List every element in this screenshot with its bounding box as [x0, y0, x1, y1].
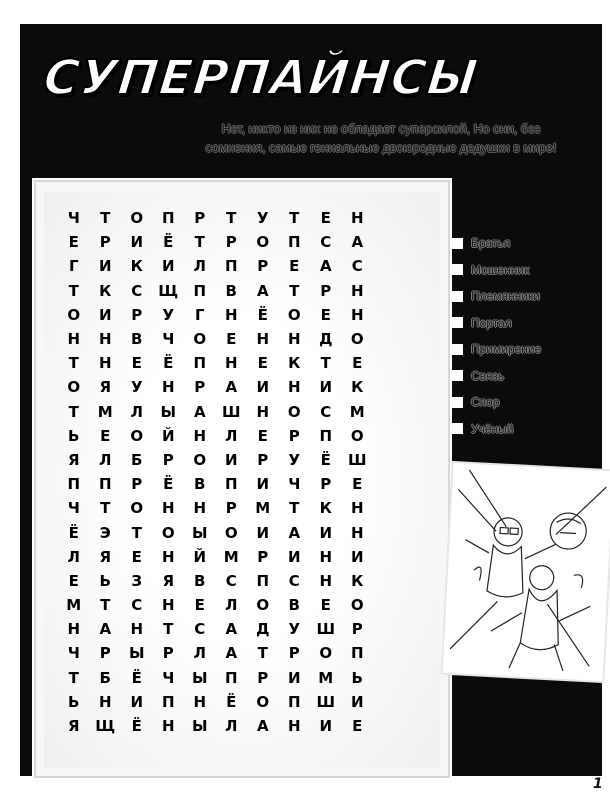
grid-letter[interactable]: М — [223, 547, 239, 566]
grid-letter[interactable]: О — [350, 426, 364, 445]
grid-letter[interactable]: Ё — [163, 233, 174, 252]
grid-letter[interactable]: Т — [100, 209, 111, 228]
grid-letter[interactable]: Ь — [68, 426, 80, 445]
grid-letter[interactable]: А — [319, 257, 332, 276]
grid-letter[interactable]: П — [224, 668, 238, 687]
word-checkbox[interactable] — [452, 397, 463, 408]
grid-letter[interactable]: Щ — [95, 717, 116, 736]
grid-row — [58, 617, 373, 641]
grid-letter[interactable]: Т — [289, 281, 300, 300]
grid-letter[interactable]: П — [161, 209, 175, 228]
grid-letter[interactable]: Ч — [162, 668, 175, 687]
grid-letter[interactable]: И — [130, 233, 144, 252]
word-label: Портал — [471, 315, 512, 330]
grid-letter[interactable]: С — [194, 620, 206, 639]
grid-letter[interactable]: Н — [98, 330, 112, 349]
word-checkbox[interactable] — [452, 423, 463, 434]
grid-letter[interactable]: О — [287, 402, 301, 421]
grid-letter[interactable]: Д — [256, 620, 270, 639]
grid-letter[interactable]: Н — [224, 305, 238, 324]
grid-letter[interactable]: П — [319, 426, 333, 445]
grid-letter[interactable]: Т — [320, 354, 331, 373]
grid-letter[interactable]: Л — [67, 547, 80, 566]
grid-letter[interactable]: Т — [68, 354, 79, 373]
word-checkbox[interactable] — [452, 344, 463, 355]
grid-letter[interactable]: О — [130, 426, 144, 445]
grid-letter[interactable]: Н — [161, 596, 175, 615]
grid-letter[interactable]: Е — [226, 330, 237, 349]
grid-letter[interactable]: Е — [68, 233, 79, 252]
grid-letter[interactable]: П — [256, 571, 270, 590]
word-label: Примирение — [471, 342, 542, 357]
page-background — [20, 24, 603, 792]
grid-letter[interactable]: О — [350, 330, 364, 349]
page-number: 1 — [593, 776, 603, 792]
grid-letter[interactable]: Н — [130, 620, 144, 639]
grid-letter[interactable]: З — [131, 571, 143, 590]
grid-letter[interactable]: Ч — [67, 209, 80, 228]
grid-letter[interactable]: М — [97, 402, 113, 421]
grid-letter[interactable]: О — [67, 378, 81, 397]
grid-letter[interactable]: Ы — [191, 668, 208, 687]
grid-letter[interactable]: П — [193, 354, 207, 373]
word-list-item — [452, 336, 610, 363]
grid-letter[interactable]: К — [99, 281, 112, 300]
grid-letter[interactable]: У — [288, 620, 301, 639]
grid-letter[interactable]: И — [350, 547, 364, 566]
grid-letter[interactable]: Н — [319, 547, 333, 566]
grid-letter[interactable]: Е — [320, 596, 331, 615]
grid-letter[interactable]: И — [319, 523, 333, 542]
grid-letter[interactable]: Е — [257, 354, 268, 373]
illustration-frame — [443, 463, 610, 681]
grid-letter[interactable]: Н — [161, 499, 175, 518]
grid-letter[interactable]: Т — [100, 596, 111, 615]
grid-row — [58, 206, 373, 230]
grid-letter[interactable]: Т — [68, 402, 79, 421]
grid-letter[interactable]: А — [225, 644, 238, 663]
grid-letter[interactable]: Л — [130, 402, 143, 421]
grid-letter[interactable]: И — [161, 257, 175, 276]
grid-letter[interactable]: Р — [162, 450, 174, 469]
grid-letter[interactable]: Ь — [351, 668, 363, 687]
grid-letter[interactable]: Р — [194, 209, 206, 228]
grid-letter[interactable]: У — [256, 209, 269, 228]
grid-letter[interactable]: Ч — [162, 330, 175, 349]
grid-letter[interactable]: Р — [131, 305, 143, 324]
grid-letter[interactable]: Ё — [131, 717, 142, 736]
grid-letter[interactable]: М — [255, 499, 271, 518]
word-checkbox[interactable] — [452, 370, 463, 381]
grid-letter[interactable]: Ё — [320, 450, 331, 469]
grid-letter[interactable]: Н — [350, 523, 364, 542]
grid-letter[interactable]: Н — [350, 305, 364, 324]
grid-letter[interactable]: Р — [257, 668, 269, 687]
grid-letter[interactable]: Р — [99, 644, 111, 663]
grid-letter[interactable]: П — [98, 475, 112, 494]
grid-letter[interactable]: О — [350, 596, 364, 615]
grid-letter[interactable]: Д — [319, 330, 333, 349]
grid-letter[interactable]: Р — [288, 426, 300, 445]
grid-letter[interactable]: В — [225, 281, 237, 300]
word-label: Братья — [471, 236, 511, 251]
grid-letter[interactable]: П — [287, 692, 301, 711]
grid-row — [58, 448, 373, 472]
grid-letter[interactable]: Я — [67, 450, 80, 469]
grid-letter[interactable]: Е — [131, 547, 142, 566]
grid-letter[interactable]: П — [67, 475, 81, 494]
grid-letter[interactable]: И — [319, 378, 333, 397]
grid-letter[interactable]: Е — [68, 571, 79, 590]
grid-letter[interactable]: О — [193, 330, 207, 349]
grid-row — [58, 327, 373, 351]
grid-letter[interactable]: Н — [193, 426, 207, 445]
grid-letter[interactable]: П — [224, 257, 238, 276]
grid-row — [58, 496, 373, 520]
grid-letter[interactable]: А — [99, 620, 112, 639]
grid-letter[interactable]: И — [130, 692, 144, 711]
grid-letter[interactable]: Е — [257, 426, 268, 445]
grid-letter[interactable]: Е — [352, 475, 363, 494]
grid-letter[interactable]: К — [351, 571, 364, 590]
grid-letter[interactable]: В — [131, 330, 143, 349]
grid-letter[interactable]: Н — [98, 692, 112, 711]
grid-letter[interactable]: Н — [319, 571, 333, 590]
grid-letter[interactable]: Р — [257, 257, 269, 276]
grid-letter[interactable]: Р — [162, 644, 174, 663]
grid-row — [58, 641, 373, 665]
grid-letter[interactable]: Ы — [160, 402, 177, 421]
grid-letter[interactable]: О — [256, 233, 270, 252]
grid-letter[interactable]: Н — [287, 378, 301, 397]
grid-letter[interactable]: П — [161, 692, 175, 711]
grid-letter[interactable]: Ё — [226, 692, 237, 711]
grid-letter[interactable]: Н — [256, 330, 270, 349]
grid-letter[interactable]: Ч — [288, 475, 301, 494]
grid-letter[interactable]: Ё — [163, 475, 174, 494]
grid-row — [58, 520, 373, 544]
grid-letter[interactable]: И — [287, 547, 301, 566]
word-list — [452, 230, 610, 442]
brothers-fighting-illustration — [449, 469, 607, 674]
grid-letter[interactable]: Н — [256, 402, 270, 421]
grid-letter[interactable]: А — [256, 717, 269, 736]
grid-letter[interactable]: Н — [287, 330, 301, 349]
grid-letter[interactable]: Р — [320, 475, 332, 494]
grid-letter[interactable]: О — [319, 644, 333, 663]
grid-row — [58, 303, 373, 327]
grid-letter[interactable]: Н — [193, 692, 207, 711]
grid-letter[interactable]: И — [224, 450, 238, 469]
grid-letter[interactable]: Ч — [67, 499, 80, 518]
grid-letter[interactable]: О — [287, 305, 301, 324]
grid-letter[interactable]: И — [319, 717, 333, 736]
word-list-item — [452, 283, 610, 310]
grid-letter[interactable]: Н — [161, 717, 175, 736]
grid-letter[interactable]: С — [288, 571, 300, 590]
grid-letter[interactable]: Т — [68, 668, 79, 687]
grid-letter[interactable]: Я — [99, 378, 112, 397]
grid-letter[interactable]: Э — [99, 523, 111, 542]
grid-letter[interactable]: Р — [351, 620, 363, 639]
grid-letter[interactable]: Р — [257, 547, 269, 566]
grid-letter[interactable]: Н — [350, 499, 364, 518]
grid-letter[interactable]: Б — [99, 668, 111, 687]
grid-letter[interactable]: Ы — [128, 644, 145, 663]
grid-letter[interactable]: Т — [194, 233, 205, 252]
word-search-card — [34, 180, 450, 778]
grid-letter[interactable]: Е — [100, 426, 111, 445]
grid-row — [58, 690, 373, 714]
grid-letter[interactable]: Т — [289, 209, 300, 228]
grid-letter[interactable]: И — [256, 475, 270, 494]
page-title: СУПЕРПАЙНСЫ — [41, 50, 481, 106]
grid-letter[interactable]: Ь — [68, 692, 80, 711]
grid-letter[interactable]: Р — [99, 233, 111, 252]
word-checkbox[interactable] — [452, 264, 463, 275]
grid-letter[interactable]: Т — [163, 620, 174, 639]
grid-letter[interactable]: Ч — [67, 644, 80, 663]
grid-letter[interactable]: Н — [287, 717, 301, 736]
grid-letter[interactable]: У — [162, 305, 175, 324]
grid-letter[interactable]: О — [256, 692, 270, 711]
grid-letter[interactable]: С — [320, 233, 332, 252]
grid-letter[interactable]: В — [194, 475, 206, 494]
grid-letter[interactable]: Н — [67, 620, 81, 639]
grid-letter[interactable]: Я — [99, 547, 112, 566]
grid-letter[interactable]: Г — [194, 305, 205, 324]
grid-letter[interactable]: Е — [320, 209, 331, 228]
grid-letter[interactable]: Е — [289, 257, 300, 276]
grid-letter[interactable]: Н — [67, 330, 81, 349]
grid-letter[interactable]: Р — [225, 233, 237, 252]
grid-letter[interactable]: Н — [193, 499, 207, 518]
grid-letter[interactable]: Т — [100, 499, 111, 518]
grid-row — [58, 545, 373, 569]
grid-letter[interactable]: П — [350, 644, 364, 663]
word-checkbox[interactable] — [452, 317, 463, 328]
grid-letter[interactable]: Ш — [347, 450, 367, 469]
grid-letter[interactable]: Е — [352, 354, 363, 373]
grid-letter[interactable]: К — [319, 499, 332, 518]
grid-letter[interactable]: Р — [131, 475, 143, 494]
grid-letter[interactable]: Ш — [316, 620, 336, 639]
grid-letter[interactable]: Е — [320, 305, 331, 324]
word-list-item — [452, 389, 610, 416]
word-list-item — [452, 257, 610, 284]
word-list-item — [452, 230, 610, 257]
word-search-grid — [58, 206, 373, 738]
grid-letter[interactable]: Ё — [163, 354, 174, 373]
grid-letter[interactable]: И — [350, 692, 364, 711]
grid-letter[interactable]: Щ — [158, 281, 179, 300]
grid-letter[interactable]: С — [320, 402, 332, 421]
word-list-item — [452, 363, 610, 390]
page-subtitle: Нет, никто из них не обладает суперсилой, Но они, без сомнения, самые гениальные двоюродные дедушки в мире! — [205, 122, 557, 155]
grid-letter[interactable]: П — [224, 475, 238, 494]
grid-row — [58, 400, 373, 424]
grid-row — [58, 569, 373, 593]
grid-letter[interactable]: У — [130, 378, 143, 397]
grid-letter[interactable]: Л — [225, 426, 238, 445]
grid-letter[interactable]: Г — [68, 257, 79, 276]
grid-letter[interactable]: Л — [225, 717, 238, 736]
grid-letter[interactable]: Т — [289, 499, 300, 518]
grid-letter[interactable]: О — [193, 450, 207, 469]
grid-letter[interactable]: Я — [67, 717, 80, 736]
grid-letter[interactable]: Ё — [257, 305, 268, 324]
grid-letter[interactable]: Е — [352, 717, 363, 736]
grid-letter[interactable]: В — [194, 571, 206, 590]
grid-letter[interactable]: Л — [225, 596, 238, 615]
grid-letter[interactable]: Р — [320, 281, 332, 300]
grid-letter[interactable]: О — [67, 305, 81, 324]
grid-letter[interactable]: Т — [257, 644, 268, 663]
grid-letter[interactable]: Ь — [99, 571, 111, 590]
grid-row — [58, 375, 373, 399]
word-search-inner — [44, 192, 440, 768]
grid-letter[interactable]: Ё — [68, 523, 79, 542]
grid-letter[interactable]: Ы — [191, 717, 208, 736]
grid-letter[interactable]: К — [130, 257, 143, 276]
grid-row — [58, 279, 373, 303]
grid-letter[interactable]: Н — [350, 281, 364, 300]
grid-letter[interactable]: М — [66, 596, 82, 615]
grid-letter[interactable]: Т — [68, 281, 79, 300]
grid-letter[interactable]: Я — [162, 571, 175, 590]
grid-letter[interactable]: Н — [224, 354, 238, 373]
grid-letter[interactable]: Ё — [131, 668, 142, 687]
grid-letter[interactable]: Р — [194, 378, 206, 397]
grid-letter[interactable]: С — [351, 257, 363, 276]
grid-letter[interactable]: Т — [226, 209, 237, 228]
grid-letter[interactable]: Н — [161, 378, 175, 397]
grid-letter[interactable]: И — [287, 668, 301, 687]
grid-letter[interactable]: И — [98, 257, 112, 276]
grid-letter[interactable]: А — [193, 402, 206, 421]
grid-row — [58, 666, 373, 690]
grid-letter[interactable]: Т — [131, 523, 142, 542]
grid-letter[interactable]: В — [288, 596, 300, 615]
word-label: Учёный — [471, 421, 514, 436]
grid-letter[interactable]: Н — [161, 547, 175, 566]
grid-row — [58, 351, 373, 375]
grid-letter[interactable]: Л — [193, 257, 206, 276]
word-list-item — [452, 416, 610, 443]
grid-row — [58, 472, 373, 496]
grid-letter[interactable]: И — [98, 305, 112, 324]
grid-letter[interactable]: П — [287, 233, 301, 252]
grid-letter[interactable]: К — [288, 354, 301, 373]
grid-letter[interactable]: Н — [350, 209, 364, 228]
grid-letter[interactable]: И — [256, 378, 270, 397]
grid-letter[interactable]: О — [224, 523, 238, 542]
grid-row — [58, 254, 373, 278]
grid-letter[interactable]: Й — [161, 426, 175, 445]
grid-letter[interactable]: Р — [257, 450, 269, 469]
grid-letter[interactable]: У — [288, 450, 301, 469]
word-checkbox[interactable] — [452, 238, 463, 249]
grid-letter[interactable]: О — [130, 499, 144, 518]
grid-letter[interactable]: Е — [194, 596, 205, 615]
grid-row — [58, 230, 373, 254]
word-label: Племянники — [471, 289, 540, 304]
grid-letter[interactable]: С — [131, 596, 143, 615]
grid-letter[interactable]: Л — [193, 644, 206, 663]
grid-letter[interactable]: Ш — [316, 692, 336, 711]
word-checkbox[interactable] — [452, 291, 463, 302]
grid-letter[interactable]: П — [193, 281, 207, 300]
grid-letter[interactable]: Л — [99, 450, 112, 469]
word-list-item — [452, 310, 610, 337]
grid-row — [58, 593, 373, 617]
grid-letter[interactable]: А — [288, 523, 301, 542]
grid-letter[interactable]: М — [318, 668, 334, 687]
grid-letter[interactable]: Н — [98, 354, 112, 373]
grid-letter[interactable]: О — [256, 596, 270, 615]
grid-letter[interactable]: М — [349, 402, 365, 421]
grid-letter[interactable]: О — [130, 209, 144, 228]
grid-letter[interactable]: А — [256, 281, 269, 300]
grid-letter[interactable]: А — [351, 233, 364, 252]
grid-row — [58, 714, 373, 738]
grid-letter[interactable]: Р — [225, 499, 237, 518]
grid-letter[interactable]: А — [225, 620, 238, 639]
grid-letter[interactable]: А — [225, 378, 238, 397]
word-label: Связь — [471, 368, 505, 383]
grid-letter[interactable]: С — [225, 571, 237, 590]
grid-letter[interactable]: Ы — [191, 523, 208, 542]
grid-letter[interactable]: Ш — [221, 402, 241, 421]
grid-letter[interactable]: С — [131, 281, 143, 300]
word-label: Спор — [471, 395, 500, 410]
grid-letter[interactable]: К — [351, 378, 364, 397]
grid-letter[interactable]: Р — [288, 644, 300, 663]
grid-row — [58, 424, 373, 448]
grid-letter[interactable]: Б — [131, 450, 143, 469]
grid-letter[interactable]: Й — [193, 547, 207, 566]
grid-letter[interactable]: Е — [131, 354, 142, 373]
grid-letter[interactable]: О — [161, 523, 175, 542]
word-label: Мошенник — [471, 262, 530, 277]
grid-letter[interactable]: И — [256, 523, 270, 542]
